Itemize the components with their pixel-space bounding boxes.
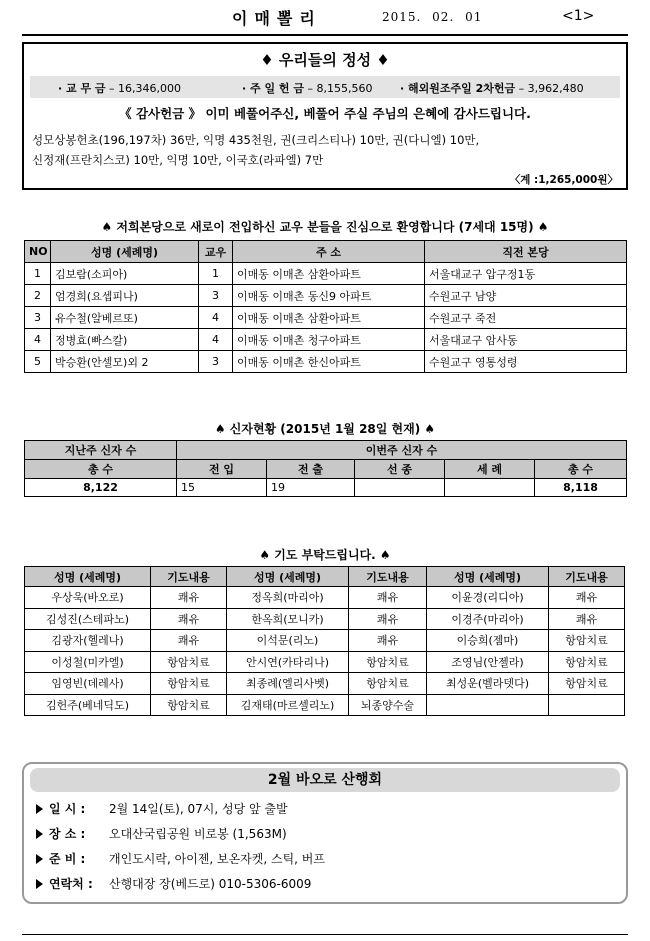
thanks-total: 〈계 :1,265,000원〉 <box>509 174 618 186</box>
hiking-info-label: 장 소 : <box>49 827 86 841</box>
prayer-name: 이석문(리노) <box>227 630 349 652</box>
row-number: 3 <box>25 307 51 329</box>
prayer-name: 이경주(마리아) <box>427 608 549 630</box>
hiking-info-label: 준 비 : <box>49 852 86 866</box>
prayer-name: 조영님(안젤라) <box>427 651 549 673</box>
prayer-name: 김광자(헬레나) <box>25 630 151 652</box>
newcomers-title: ♠ 저희본당으로 새로이 전입하신 교우 분들을 진심으로 환영합니다 (7세대 15명) ♠ <box>101 220 549 234</box>
column-header: 주 소 <box>233 241 425 263</box>
member-count: 4 <box>199 307 233 329</box>
table-row <box>25 694 625 716</box>
member-name: 엄경희(요셉피나) <box>51 285 199 307</box>
column-header: 기도내용 <box>349 567 427 587</box>
offerings-box <box>22 42 628 190</box>
prayer-name: 이윤경(리디아) <box>427 587 549 609</box>
prayer-name: 우상욱(바오로) <box>25 587 151 609</box>
hiking-info-label: 일 시 : <box>49 802 86 816</box>
prayer-intention: 쾌유 <box>549 608 625 630</box>
column-header: 총 수 <box>25 460 177 479</box>
column-header: 성명 (세례명) <box>427 567 549 587</box>
table-row <box>25 673 625 695</box>
row-number: 4 <box>25 329 51 351</box>
prayer-name: 임영빈(데레사) <box>25 673 151 695</box>
hiking-info-row <box>36 875 311 892</box>
table-row <box>25 651 625 673</box>
prayer-intention: 항암치료 <box>349 651 427 673</box>
table-row <box>25 608 625 630</box>
offering-tithe <box>58 80 181 96</box>
row-number: 5 <box>25 351 51 373</box>
column-header: 직전 본당 <box>425 241 627 263</box>
table-row <box>25 285 627 307</box>
this-week-header: 이번주 신자 수 <box>177 441 627 460</box>
column-header: 교우 <box>199 241 233 263</box>
donor-line: 성모상봉헌초(196,197차) 36만, 익명 435천원, 권(크리스티나) 10만, 권(다니엘) 10만, <box>32 133 480 147</box>
prayer-name: 안시연(카타리나) <box>227 651 349 673</box>
bullet-triangle-icon <box>36 854 43 864</box>
column-header: 세 례 <box>445 460 535 479</box>
offering-sunday <box>242 80 373 96</box>
prayer-name: 김헌주(베네딕도) <box>25 694 151 716</box>
offering-overseas <box>400 80 584 96</box>
column-header: 전 출 <box>267 460 355 479</box>
offering-label: · 해외원조주일 2차헌금 <box>400 82 516 95</box>
column-header: 전 입 <box>177 460 267 479</box>
offering-value: – 3,962,480 <box>518 82 584 95</box>
table-header-row <box>25 441 627 460</box>
prayer-name: 이성철(미카엘) <box>25 651 151 673</box>
prayer-intention: 쾌유 <box>549 587 625 609</box>
prayer-intention <box>549 694 625 716</box>
previous-parish: 수원교구 남양 <box>425 285 627 307</box>
column-header: 기도내용 <box>549 567 625 587</box>
member-count: 4 <box>199 329 233 351</box>
prayer-table <box>24 566 625 716</box>
baptism-count <box>445 479 535 497</box>
member-name: 유수철(알베르또) <box>51 307 199 329</box>
column-header: 성명 (세례명) <box>25 567 151 587</box>
hiking-info-label: 연락처 : <box>49 877 93 891</box>
prayer-name: 김재태(마르셀리노) <box>227 694 349 716</box>
prayer-name <box>427 694 549 716</box>
donor-list <box>32 130 479 170</box>
prayer-intention: 항암치료 <box>549 651 625 673</box>
transfer-in-count: 15 <box>177 479 267 497</box>
hiking-info-value: 산행대장 장(베드로) 010-5306-6009 <box>109 877 312 891</box>
column-header: 총 수 <box>535 460 627 479</box>
prayer-intention: 항암치료 <box>349 673 427 695</box>
this-week-total: 8,118 <box>535 479 627 497</box>
table-row <box>25 587 625 609</box>
table-row <box>25 630 625 652</box>
previous-parish: 수원교구 영통성령 <box>425 351 627 373</box>
donor-line: 신정재(프란치스코) 10만, 익명 10만, 이국호(라파엘) 7만 <box>32 153 324 167</box>
offering-label: · 교 무 금 <box>58 82 106 95</box>
column-header: NO <box>25 241 51 263</box>
hiking-title: 2월 바오로 산행회 <box>30 768 620 792</box>
prayer-intention: 쾌유 <box>349 608 427 630</box>
prayer-name: 최종례(엘리사벳) <box>227 673 349 695</box>
column-header: 기도내용 <box>151 567 227 587</box>
column-header: 선 종 <box>355 460 445 479</box>
offering-label: · 주 일 헌 금 <box>242 82 305 95</box>
header-rule <box>22 34 628 36</box>
prayer-intention: 항암치료 <box>151 694 227 716</box>
thanks-title: 《 감사헌금 》 이미 베풀어주신, 베풀어 주실 주님의 은혜에 감사드립니다. <box>119 106 531 121</box>
previous-parish: 수원교구 죽전 <box>425 307 627 329</box>
table-row <box>25 351 627 373</box>
member-name: 정병효(빠스칼) <box>51 329 199 351</box>
member-address: 이매동 이매촌 청구아파트 <box>233 329 425 351</box>
table-header-row <box>25 567 625 587</box>
prayer-intention: 항암치료 <box>549 673 625 695</box>
prayer-intention: 뇌종양수술 <box>349 694 427 716</box>
prayer-name: 최성운(벨라뎃다) <box>427 673 549 695</box>
hiking-info-value: 개인도시락, 아이젠, 보온자켓, 스틱, 버프 <box>109 852 325 866</box>
column-header: 성명 (세례명) <box>227 567 349 587</box>
bullet-triangle-icon <box>36 829 43 839</box>
hiking-info-row <box>36 800 288 817</box>
believers-table <box>24 440 627 497</box>
prayer-intention: 쾌유 <box>151 587 227 609</box>
deceased-count <box>355 479 445 497</box>
bullet-triangle-icon <box>36 879 43 889</box>
member-count: 3 <box>199 285 233 307</box>
member-address: 이매동 이매촌 삼환아파트 <box>233 263 425 285</box>
prayer-name: 한옥희(모니카) <box>227 608 349 630</box>
hiking-box <box>22 762 628 904</box>
bullet-triangle-icon <box>36 804 43 814</box>
member-address: 이매동 이매촌 한신아파트 <box>233 351 425 373</box>
transfer-out-count: 19 <box>267 479 355 497</box>
hiking-info-value: 2월 14일(토), 07시, 성당 앞 출발 <box>109 802 288 816</box>
last-week-header: 지난주 신자 수 <box>25 441 177 460</box>
prayer-intention: 쾌유 <box>349 587 427 609</box>
table-row <box>25 479 627 497</box>
member-name: 김보람(소피아) <box>51 263 199 285</box>
table-header-row <box>25 241 627 263</box>
row-number: 2 <box>25 285 51 307</box>
prayer-name: 이승희(젬마) <box>427 630 549 652</box>
prayer-intention: 쾌유 <box>349 630 427 652</box>
table-row <box>25 307 627 329</box>
prayer-intention: 항암치료 <box>549 630 625 652</box>
prayer-intention: 항암치료 <box>151 651 227 673</box>
prayer-name: 정옥희(마리아) <box>227 587 349 609</box>
offerings-title: ♦ 우리들의 정성 ♦ <box>260 51 390 69</box>
newcomers-table <box>24 240 627 373</box>
hiking-info-row <box>36 850 325 867</box>
member-count: 1 <box>199 263 233 285</box>
hiking-info-value: 오대산국립공원 비로봉 (1,563M) <box>109 827 287 841</box>
bulletin-header <box>22 4 628 36</box>
member-address: 이매동 이매촌 삼환아파트 <box>233 307 425 329</box>
prayer-intention: 쾌유 <box>151 608 227 630</box>
believers-title: ♠ 신자현황 (2015년 1월 28일 현재) ♠ <box>214 422 436 436</box>
last-week-total: 8,122 <box>25 479 177 497</box>
row-number: 1 <box>25 263 51 285</box>
prayer-intention: 쾌유 <box>151 630 227 652</box>
previous-parish: 서울대교구 암사동 <box>425 329 627 351</box>
member-name: 박승환(안셀모)외 2 <box>51 351 199 373</box>
offering-value: – 16,346,000 <box>109 82 182 95</box>
table-row <box>25 263 627 285</box>
table-subheader-row <box>25 460 627 479</box>
bulletin-title: 이매뽈리 <box>232 9 322 28</box>
previous-parish: 서울대교구 압구정1동 <box>425 263 627 285</box>
member-address: 이매동 이매촌 동신9 아파트 <box>233 285 425 307</box>
page-number: <1> <box>562 8 595 24</box>
prayer-name: 김성진(스테파노) <box>25 608 151 630</box>
prayer-title: ♠ 기도 부탁드립니다. ♠ <box>259 548 391 562</box>
column-header: 성명 (세례명) <box>51 241 199 263</box>
prayer-intention: 항암치료 <box>151 673 227 695</box>
member-count: 3 <box>199 351 233 373</box>
bulletin-date: 2015. 02. 01 <box>382 10 483 24</box>
hiking-info-row <box>36 825 287 842</box>
offerings-summary-bar <box>30 76 620 98</box>
table-row <box>25 329 627 351</box>
footer-rule <box>22 934 628 935</box>
offering-value: – 8,155,560 <box>307 82 373 95</box>
